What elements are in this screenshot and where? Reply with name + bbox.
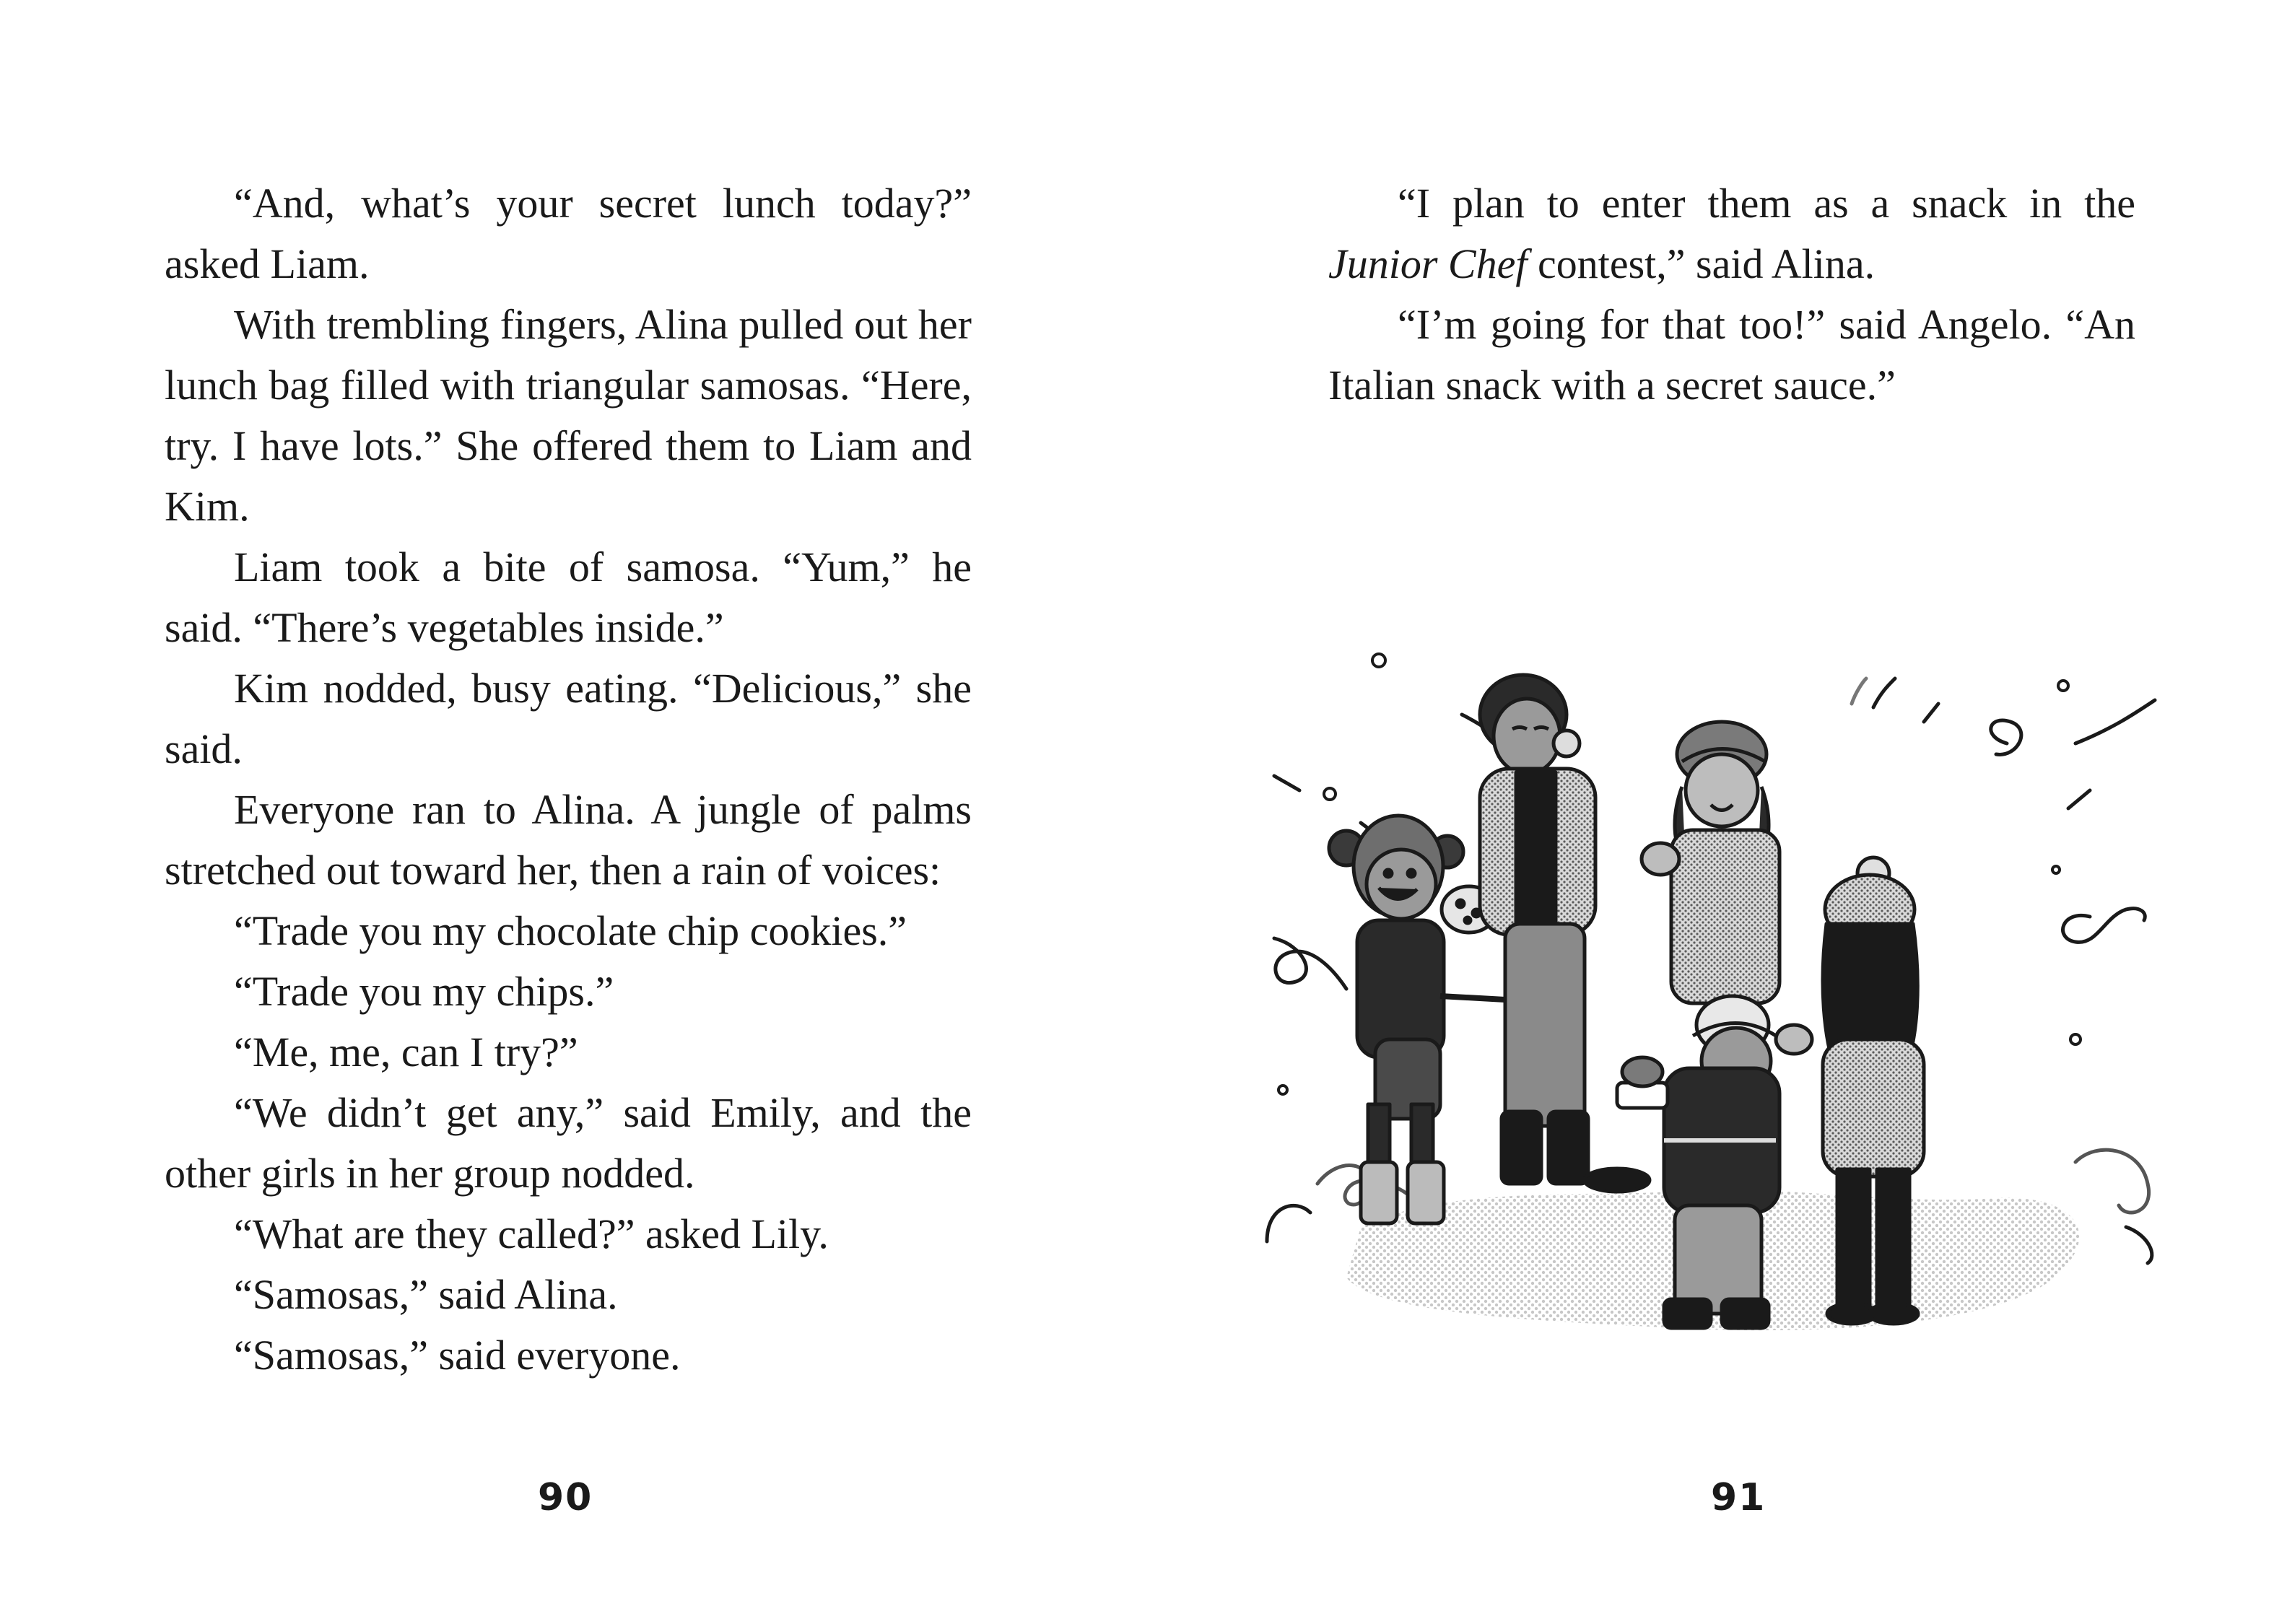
paragraph: “We didn’t get any,” said Emily, and the other girls in her group nodded. [165,1089,972,1197]
paragraph: “Samosas,” said everyone. [234,1332,681,1379]
page-number: 90 [538,1476,593,1519]
right-page-text [1328,173,2135,416]
girl-striped-hat [1642,722,1779,1003]
text-run: contest,” said Alina. [1527,240,1876,287]
paragraph: “Trade you my chips.” [234,968,614,1015]
paragraph: With trembling fingers, Alina pulled out her lunch bag filled with triangular samosas. “Here, try. I have lots.” She offered them to Liam and Kim. [165,301,972,530]
paragraph: “I’m going for that too!” said Angelo. “An Italian snack with a secret sauce.” [1328,301,2135,409]
paragraph: “And, what’s your secret lunch today?” asked Liam. [165,180,972,287]
paragraph: “Samosas,” said Alina. [234,1271,618,1318]
paragraph: Everyone ran to Alina. A jungle of palms stretched out toward her, then a rain of voices: [165,786,972,894]
tall-child [1480,675,1650,1192]
page-number: 91 [1711,1476,1767,1519]
paragraph: “Me, me, can I try?” [234,1029,578,1075]
paragraph [1328,173,2135,294]
paragraph: Kim nodded, busy eating. “Delicious,” she said. [165,665,972,772]
children-illustration [1231,635,2169,1371]
paragraph: “What are they called?” asked Lily. [234,1210,829,1257]
text-run: “I plan to enter them as a snack in the [1398,180,2135,227]
paragraph: “Trade you my chocolate chip cookies.” [234,907,907,954]
paragraph: Liam took a bite of samosa. “Yum,” he said. “There’s vegetables inside.” [165,543,972,651]
right-page [1137,0,2274,1624]
left-page-text [165,173,972,1386]
italic-title: Junior Chef [1328,240,1528,287]
